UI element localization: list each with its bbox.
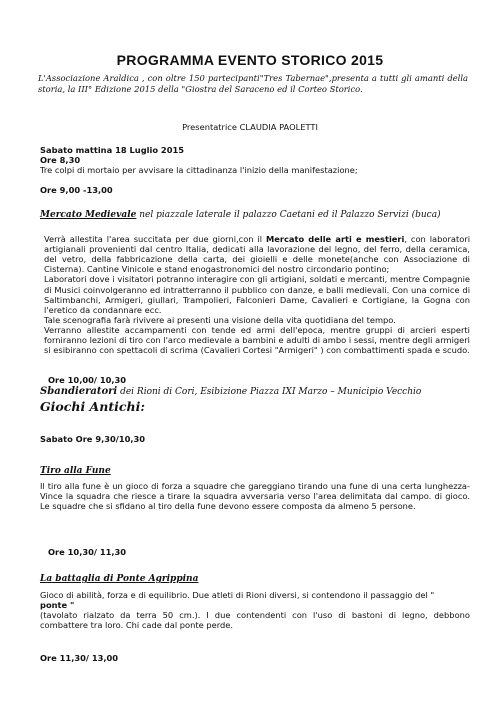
battaglia-line1 [40,590,470,610]
mercato-p3: Tale scenografia farà rivivere ai presenti una visione della vita quotidiana del tempo. [44,314,396,325]
mercato-location: nel piazzale laterale il palazzo Caetani ed il Palazzo Servizi (buca) [136,210,441,220]
presenter-line: Presentatrice CLAUDIA PAOLETTI [182,122,318,132]
sbandieratori-title: Sbandieratori [40,386,118,397]
mercato-arti-mestieri: Mercato delle arti e mestieri [265,234,405,244]
time-830: Ore 8,30 [40,155,81,166]
tiro-fune-title: Tiro alla Fune [40,466,111,476]
mercato-p1-end: , con laboratori artigianali provenienti dal centro Italia, dedicati alla lavorazione del legno, del ferro, della ceramica, del vetro, della fabbricazione della carta, dei gioielli e delle monete(anche con Associazione di Cisterna). Cantine Vinicole e stand enogastronomici del nostro circondario pontino; [44,234,470,275]
battaglia-text [40,590,470,630]
battaglia-text1: Gioco di abilità, forza e di equilibrio. Due atleti di Rioni diversi, si contendono il passaggio del " [40,590,435,600]
page-title: PROGRAMMA EVENTO STORICO 2015 [116,52,384,68]
time-1130-1300: Ore 11,30/ 13,00 [40,653,119,663]
battaglia-line2: (tavolato rialzato da terra 50 cm.). I due contendenti con l'uso di bastoni di legno, debbono combattere tra loro. Chi cade dal ponte perde. [40,610,470,631]
mercato-p4: Verranno allestite accampamenti con tende ed armi dell'epoca, mentre gruppi di arcieri esperti forniranno lezioni di tiro con l'arco medievale a bambini e adulti di ambo i sessi, mentre degli armigeri si esibiranno con spettacoli di scrima (Cavalieri Cortesi "Armigeri" ) con combattimenti spada e scudo. [44,324,470,356]
battaglia-title: La battaglia di Ponte Agrippina [40,574,199,584]
saturday-930: Sabato Ore 9,30/10,30 [40,434,146,444]
saturday-date: Sabato mattina 18 Luglio 2015 [40,145,185,155]
giochi-antichi-heading: Giochi Antichi: [40,399,145,414]
intro-paragraph: L'Associazione Araldica , con oltre 150 partecipanti"Tres Tabernae",presenta a tutti gli amanti della storia, la III° Edizione 2015 della "Giostra del Saraceno ed il Corteo Storico. [38,73,468,94]
time-1030-1130: Ore 10,30/ 11,30 [48,547,127,557]
time-1000-1030: Ore 10,00/ 10,30 [48,375,127,385]
mercato-title: Mercato Medievale [40,210,137,220]
mercato-description [44,234,470,355]
mercato-p2: Laboratori dove i visitatori potranno interagire con gli artigiani, soldati e mercanti, mentre Compagnie di Musici coinvolgeranno ed intratterranno il pubblico con danze, e balli medievali. Con una cornice di Saltimbanchi, Armigeri, giullari, Trampolieri, Falconieri Dame, Cavalieri e Cortigiane, la Gogna con l'eretico da condannare ecc. [44,274,470,315]
saturday-morning-section [40,145,470,175]
sbandieratori-rest: dei Rioni di Cori, Esibizione Piazza IXI Marzo – Municipio Vecchio [117,387,422,397]
sbandieratori-heading [40,386,480,398]
mortar-text: Tre colpi di mortaio per avvisare la cittadinanza l'inizio della manifestazione; [40,165,358,176]
tiro-fune-text: Il tiro alla fune è un gioco di forza a squadre che gareggiano tirando una fune di una certa lunghezza-Vince la squadra che riesce a tirare la squadra avversaria verso l'area delimitata dal campo. di gioco. Le squadre che si sfidano al tiro della fune devono essere composta da almeno 5 persone. [40,481,470,512]
mercato-heading [40,210,480,221]
mercato-p1-start: Verrà allestita l'area succitata per due giorni,con il [44,234,266,244]
time-9-13: Ore 9,00 -13,00 [40,185,113,195]
battaglia-ponte: ponte " [40,600,75,611]
mercato-p1 [44,234,470,274]
